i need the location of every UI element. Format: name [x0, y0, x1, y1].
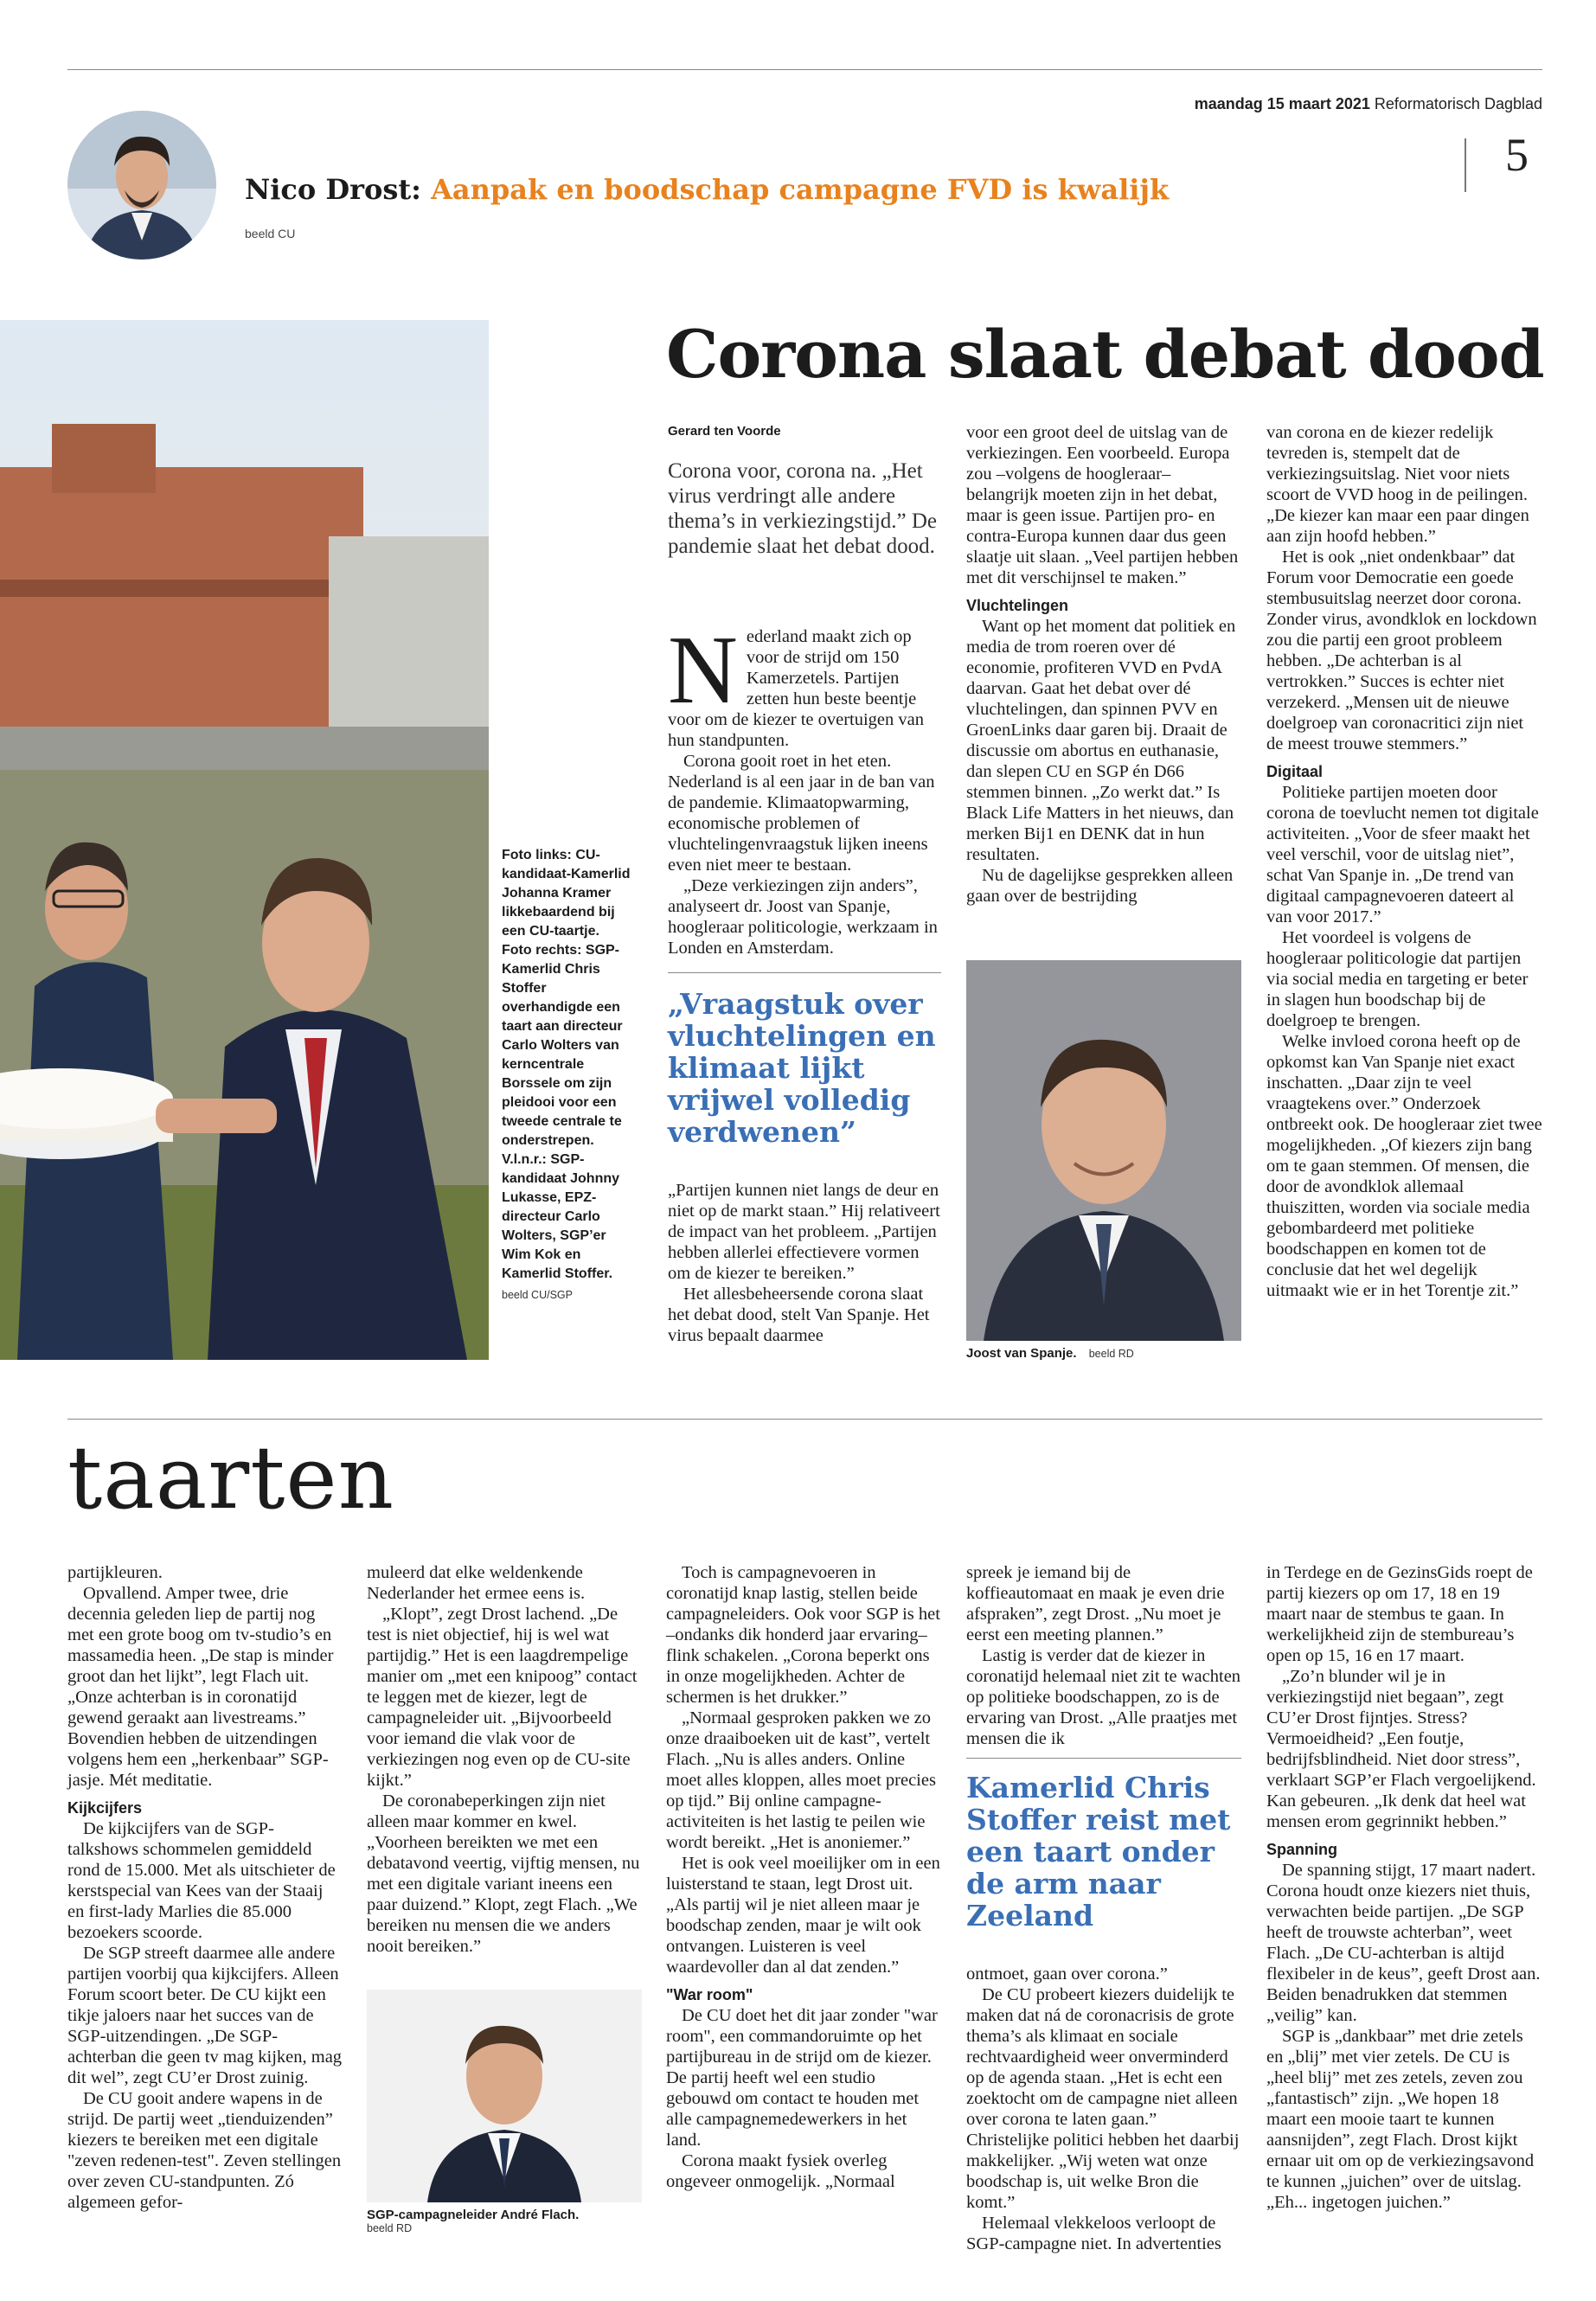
- author: Gerard ten Voorde: [668, 424, 781, 439]
- date: maandag 15 maart 2021: [1194, 95, 1370, 112]
- paragraph: Het voordeel is volgens de hoogleraar politicologie dat partijen via social media en targeting er beter in slagen hun boodschap bij de doelgroep te brengen.: [1266, 928, 1529, 1030]
- paragraph: Het is ook „niet ondenkbaar” dat Forum voor Democratie een goede stembusuitslag neerzet door corona. Zonder virus, avondklok en lockdown zou die partij een groot probleem hebben. „De achterban is al vertrokken.” Succes is echter niet verzekerd. „Mensen uit de nieuwe doelgroep van coronacritici zijn niet de meest trouwe stemmers.”: [1266, 548, 1537, 753]
- lower-col-4: [966, 1562, 1241, 1749]
- portrait-photo: [966, 960, 1241, 1341]
- article-headline: Corona slaat debat dood: [666, 316, 1544, 393]
- paragraph: Nu de dagelijkse gesprekken alleen gaan over de bestrijding: [966, 866, 1234, 906]
- lower-col-5: [1266, 1562, 1543, 2213]
- drop-cap: N: [668, 617, 738, 724]
- quote-author: Nico Drost:: [245, 173, 421, 206]
- paragraph: Corona gooit roet in het eten. Nederland is al een jaar in de ban van de pandemie. Klimaatopwarming, economische problemen of vluchtelingenvraagstuk lijken ineens even niet meer te bestaan.: [668, 752, 935, 875]
- paragraph: ederland maakt zich op voor de strijd om 150 Kamerzetels. Partijen zetten hun beste beentje voor om de kiezer te overtuigen van hun standpunten.: [668, 627, 924, 750]
- article-col-1: [668, 617, 941, 958]
- paragraph: Het is ook veel moeilijker om in een luisterstand te staan, legt Drost uit. „Als partij wil je niet alleen maar je boodschap zenden, maar je wilt ook ontvangen. Luisteren is veel waardevoller dan al dat zenden.”: [666, 1854, 940, 1977]
- paragraph: De coronabeperkingen zijn niet alleen maar kommer en kwel. „Voorheen bereikten we met een debatavond veertig, vijftig mensen, nu met een digitale variant ineens een paar duizend.” Klopt, zegt Flach. „We bereiken nu mensen die we anders nooit bereiken.”: [367, 1791, 640, 1956]
- article-col-3: [1266, 422, 1543, 1301]
- subheading: Kijkcijfers: [67, 1799, 143, 1817]
- subheading: Vluchtelingen: [966, 597, 1069, 614]
- flach-caption: [367, 2208, 642, 2234]
- article-col-1b: [668, 1180, 941, 1346]
- lower-col-1: [67, 1562, 343, 2213]
- paragraph: voor een groot deel de uitslag van de verkiezingen. Een voorbeeld. Europa zou –volgens de hoogleraar– belangrijk moeten zijn in het debat, maar is geen issue. Partijen pro- en contra-Europa kunnen daar dus geen slaatje uit slaan. „Veel partijen hebben met dit verschijnsel te maken.”: [966, 423, 1239, 587]
- portrait-man: [966, 960, 1241, 1341]
- paragraph: Want op het moment dat politiek en media de trom roeren over dé economie, profiteren VVD en PvdA daarvan. Gaat het debat over dé vluchtelingen, dan spinnen PVV en GroenLinks daar garen bij. Draait de discussie om abortus en euthanasie, dan slepen CU en SGP én D66 stemmen binnen. „Zo werkt dat.” Is Black Life Matters in het nieuws, dan merken Bij1 en DENK dat in hun resultaten.: [966, 617, 1236, 864]
- photo-caption: [502, 846, 631, 1304]
- lower-col-4b: [966, 1964, 1241, 2254]
- paragraph: Politieke partijen moeten door corona de toevlucht nemen tot digitale activiteiten. „Voor de sfeer maakt het veel verschil, voor de uitslag niet”, schat Van Spanje in. „De trend van digitaal campagnevoeren dateert al van voor 2017.”: [1266, 783, 1539, 926]
- portrait-caption-text: Joost van Spanje.: [966, 1346, 1077, 1361]
- paragraph: De CU doet het dit jaar zonder "war room", een commandoruimte op het partijbureau in de strijd om de kiezer. De partij heeft wel een studio gebouwd om contact te houden met alle campagnemedewerkers in het land.: [666, 2006, 938, 2150]
- paragraph: Het allesbeheersende corona slaat het debat dood, stelt Van Spanje. Het virus bepaalt daarmee: [668, 1285, 930, 1345]
- section-rule: [67, 1419, 1542, 1420]
- portrait-credit: beeld RD: [1088, 1348, 1134, 1360]
- paragraph: De SGP streeft daarmee alle andere partijen voorbij qua kijkcijfers. Alleen Forum scoort beter. De CU kijkt een tikje jaloers naar het succes van de SGP-uitzendingen. „De SGP-achterban die geen tv mag kijken, mag dit wel”, zegt CU’er Drost zuinig.: [67, 1944, 343, 2087]
- pullquote: Kamerlid Chris Stoffer reist met een taart onder de arm naar Zeeland: [966, 1771, 1231, 1932]
- paragraph: SGP is „dankbaar” met drie zetels en „blij” met vier zetels. De CU is „heel blij” met zes zetels, zeven zou „fantastisch” zijn. „We hopen 18 maart een mooie taart te kunnen aansnijden”, zegt Flach. Drost kijkt ernaar uit om op de verkiezingsavond te kunnen „juichen” over de uitslag. „Eh... ingetogen juichen.”: [1266, 2027, 1535, 2212]
- flach-photo: [367, 1990, 642, 2202]
- paragraph: „Deze verkiezingen zijn anders”, analyseert dr. Joost van Spanje, hoogleraar politicologie, werkzaam in Londen en Amsterdam.: [668, 876, 938, 958]
- page-number-divider: [1465, 138, 1466, 192]
- lower-col-2: [367, 1562, 642, 1957]
- avatar: [67, 111, 216, 260]
- lower-headline: taarten: [67, 1427, 394, 1529]
- paragraph: van corona en de kiezer redelijk tevreden is, stempelt dat de verkiezingsuitslag. Niet voor niets scoort de VVD hoog in de peilingen. „De kiezer kan maar een paar dingen aan zijn hoofd hebben.”: [1266, 423, 1529, 546]
- paragraph: De CU probeert kiezers duidelijk te maken dat ná de coronacrisis de grote thema’s als klimaat en sociale rechtvaardigheid weer onverminderd op de agenda staan. „Het is echt een zoektocht om de campagne niet alleen over corona te laten gaan.” Christelijke politici hebben het daarbij makkelijker. „Wij weten wat onze boodschap is, uit welke Bron die komt.”: [966, 1985, 1240, 2212]
- quote-headline: [245, 173, 1169, 206]
- paragraph: in Terdege en de GezinsGids roept de partij kiezers op om 17, 18 en 19 maart naar de stembus te gaan. In werkelijkheid zijn de stembureau’s open op 15, 16 en 17 maart.: [1266, 1563, 1533, 1665]
- subheading: Spanning: [1266, 1841, 1337, 1858]
- paragraph: De spanning stijgt, 17 maart nadert. Corona houdt onze kiezers niet thuis, verwachten beide partijen. „De SGP heeft de trouwste achterban”, weet Flach. „De CU-achterban is altijd flexibeler in de keus”, geeft Drost aan. Beiden benadrukken dat stemmen „veilig” kan.: [1266, 1861, 1541, 2025]
- paragraph: Helemaal vlekkeloos verloopt de SGP-campagne niet. In advertenties: [966, 2214, 1221, 2253]
- photo-men-with-cake: [0, 320, 489, 1360]
- article-intro: Corona voor, corona na. „Het virus verdringt alle andere thema’s in verkiezingstijd.” De pandemie slaat het debat dood.: [668, 459, 938, 558]
- paragraph: Lastig is verder dat de kiezer in coronatijd helemaal niet zit te wachten op politieke boodschappen, zo is de ervaring van Drost. „Alle praatjes met mensen die ik: [966, 1646, 1241, 1748]
- page-number: 5: [1505, 129, 1529, 181]
- main-photo: [0, 320, 489, 1360]
- flach-credit: beeld RD: [367, 2222, 413, 2234]
- photo-caption-text: Foto links: CU-kandidaat-Kamerlid Johanna Kramer likkebaardend bij een CU-taartje. Foto rechts: SGP-Kamerlid Chris Stoffer overhandigde een taart aan directeur Carlo Wolters van kerncentrale Borssele om zijn pleidooi voor een tweede centrale te onderstrepen. V.l.n.r.: SGP-kandidaat Johnny Lukasse, EPZ-directeur Carlo Wolters, SGP’er Wim Kok en Kamerlid Stoffer.: [502, 848, 631, 1281]
- paragraph: „Zo’n blunder wil je in verkiezingstijd niet begaan”, zegt CU’er Drost fijntjes. Stress? Vermoeidheid? „Een foutje, bedrijfsblindheid. Niet door stress”, verklaart SGP’er Flach vergoelijkend. Kan gebeuren. „Ik denk dat heel wat mensen erom gegrinnikt hebben.”: [1266, 1667, 1536, 1831]
- lower-col-3: [666, 1562, 941, 2192]
- top-rule: [67, 69, 1542, 70]
- paragraph: „Normaal gesproken pakken we zo onze draaiboeken uit de kast”, vertelt Flach. „Nu is alles anders. Online moet alles kloppen, alles moet precies op tijd.” Bij online campagne-activiteiten is het lastig te peilen wie wordt bereikt. „Het is anoniemer.”: [666, 1708, 936, 1852]
- pullquote: „Vraagstuk over vluchtelingen en klimaat lijkt vrijwel volledig verdwenen”: [668, 987, 936, 1149]
- quote-credit: beeld CU: [245, 227, 296, 240]
- paragraph: partijkleuren.: [67, 1563, 163, 1582]
- paragraph: Corona maakt fysiek overleg ongeveer onmogelijk. „Normaal: [666, 2151, 895, 2191]
- portrait-caption: [966, 1346, 1134, 1361]
- subheading: Digitaal: [1266, 763, 1324, 780]
- portrait-man: [367, 1990, 642, 2202]
- subheading: "War room": [666, 1986, 753, 2003]
- paper-name: Reformatorisch Dagblad: [1374, 95, 1542, 112]
- person-photo: [67, 111, 216, 260]
- paragraph: ontmoet, gaan over corona.”: [966, 1965, 1168, 1984]
- flach-caption-text: SGP-campagneleider André Flach.: [367, 2208, 580, 2222]
- paragraph: „Klopt”, zegt Drost lachend. „De test is niet objectief, hij is wel wat partijdig.” Het is een laagdrempelige manier om „met een knipoog” contact te leggen met de kiezer, legt de campagneleider uit. „Bijvoorbeeld voor iemand die vlak voor de verkiezingen nog even op de CU-site kijkt.”: [367, 1605, 638, 1790]
- masthead-line: [1195, 95, 1542, 113]
- article-col-2: [966, 422, 1241, 907]
- paragraph: spreek je iemand bij de koffieautomaat en maak je even drie afspraken”, zegt Drost. „Nu moet je eerst een meeting plannen.”: [966, 1563, 1225, 1644]
- quote-title: Aanpak en boodschap campagne FVD is kwalijk: [431, 173, 1170, 206]
- paragraph: Opvallend. Amper twee, drie decennia geleden liep de partij nog met een grote boog om tv-studio’s en massamedia heen. „De stap is minder groot dan het lijkt”, legt Flach uit. „Onze achterban is in coronatijd gewend geraakt aan livestreams.” Bovendien hebben de uitzendingen volgens hem een „herkenbaar” SGP-jasje. Mét meditatie.: [67, 1584, 334, 1790]
- paragraph: De kijkcijfers van de SGP-talkshows schommelen gemiddeld rond de 15.000. Met als uitschieter de kerstspecial van Kees van der Staaij en first-lady Marlies die 85.000 bezoekers scoorde.: [67, 1819, 336, 1942]
- pullquote-rule: [668, 972, 941, 973]
- paragraph: Toch is campagnevoeren in coronatijd knap lastig, stellen beide campagneleiders. Ook voor SGP is het –ondanks dik honderd jaar ervaring– flink schakelen. „Corona beperkt ons in onze mogelijkheden. Achter de schermen is het drukker.”: [666, 1563, 940, 1707]
- paragraph: muleerd dat elke weldenkende Nederlander het ermee eens is.: [367, 1563, 586, 1603]
- photo-caption-credit: beeld CU/SGP: [502, 1289, 573, 1301]
- paragraph: Welke invloed corona heeft op de opkomst kan Van Spanje niet exact inschatten. „Daar zijn te veel vraagtekens over.” Onderzoek ontbreekt ook. De hoogleraar ziet twee mogelijkheden. „Of kiezers zijn bang om te gaan stemmen. Of mensen, die door de avondklok allemaal thuiszitten, worden via sociale media gebombardeerd met politieke boodschappen en komen tot de conclusie dat het wel degelijk uitmaakt wie er in het Torentje zit.”: [1266, 1032, 1542, 1300]
- paragraph: De CU gooit andere wapens in de strijd. De partij weet „tienduizenden” kiezers te bereiken met een digitale "zeven redenen-test". Zeven stellingen over zeven CU-standpunten. Zó algemeen gefor-: [67, 2089, 342, 2212]
- pullquote-rule: [966, 1758, 1241, 1759]
- paragraph: „Partijen kunnen niet langs de deur en niet op de markt staan.” Hij relativeert de impact van het probleem. „Partijen hebben allerlei effectievere vormen om de kiezer te bereiken.”: [668, 1181, 940, 1283]
